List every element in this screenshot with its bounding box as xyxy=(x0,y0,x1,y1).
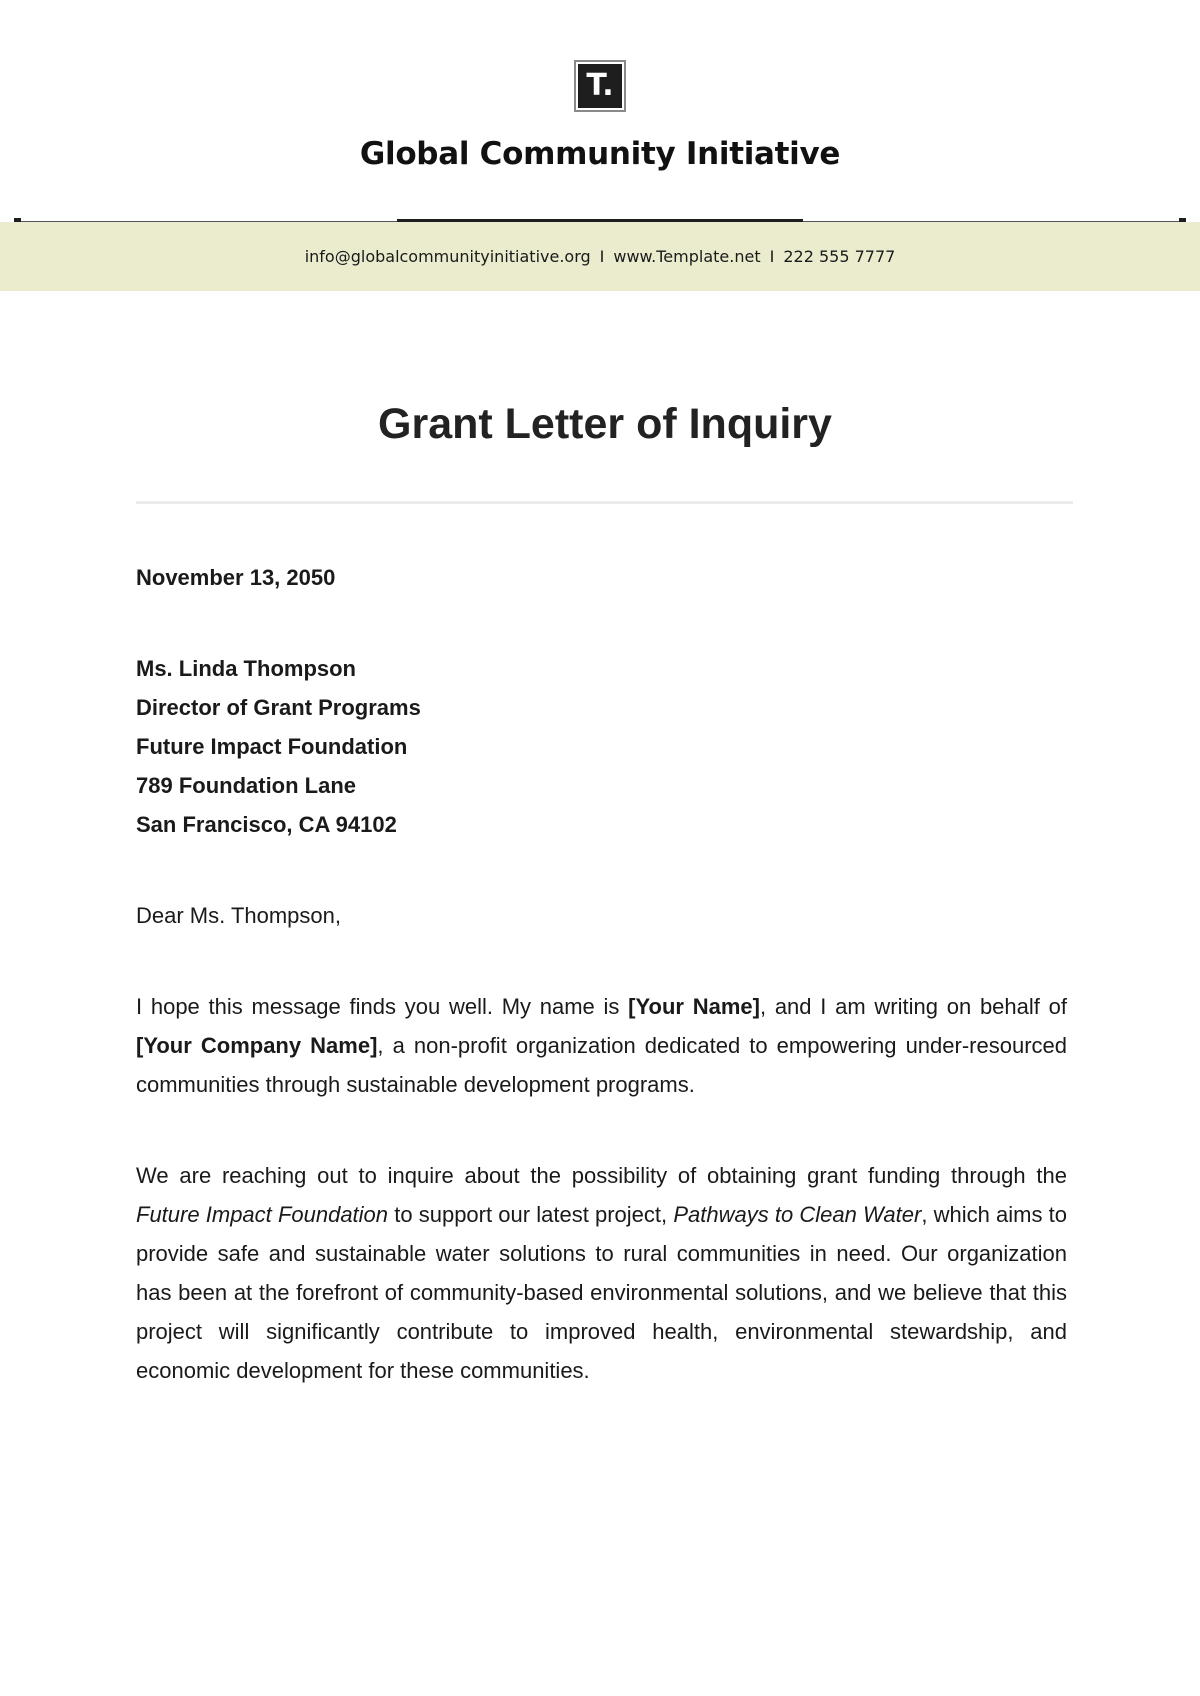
paragraph-text: , and I am writing on behalf of xyxy=(759,994,1067,1019)
letter-body xyxy=(136,558,1067,1390)
contact-separator: I xyxy=(769,247,775,266)
paragraph-inquiry xyxy=(136,1156,1067,1390)
salutation: Dear Ms. Thompson, xyxy=(136,903,342,928)
recipient-organization: Future Impact Foundation xyxy=(136,734,408,759)
paragraph-intro xyxy=(136,987,1067,1104)
contact-separator: I xyxy=(599,247,605,266)
recipient-name: Ms. Linda Thompson xyxy=(136,656,356,681)
recipient-city: San Francisco, CA 94102 xyxy=(136,812,397,837)
logo xyxy=(574,60,626,112)
recipient-street: 789 Foundation Lane xyxy=(136,773,357,798)
title-divider xyxy=(136,501,1073,504)
logo-mark: T. xyxy=(578,64,622,108)
contact-website: www.Template.net xyxy=(613,247,761,266)
placeholder-company-name: [Your Company Name] xyxy=(136,1033,378,1058)
recipient-address xyxy=(136,649,1067,844)
paragraph-text: We are reaching out to inquire about the possibility of obtaining grant funding through the xyxy=(136,1163,1067,1188)
project-name: Pathways to Clean Water xyxy=(673,1202,922,1227)
letterhead xyxy=(0,0,1200,220)
placeholder-your-name: [Your Name] xyxy=(628,994,760,1019)
paragraph-text: I hope this message finds you well. My name is xyxy=(136,994,629,1019)
foundation-name: Future Impact Foundation xyxy=(136,1202,389,1227)
paragraph-text: , a non-profit organization dedicated to empowering under-resourced communities through sustainable development programs. xyxy=(136,1033,1067,1097)
contact-email: info@globalcommunityinitiative.org xyxy=(304,247,591,266)
letter-date: November 13, 2050 xyxy=(136,565,336,590)
organization-name: Global Community Initiative xyxy=(359,136,841,172)
recipient-title: Director of Grant Programs xyxy=(136,695,421,720)
paragraph-text: to support our latest project, xyxy=(388,1202,674,1227)
paragraph-text: , which aims to provide safe and sustainable water solutions to rural communities in need. Our organization has been at the forefront of community-based environmental solutions, and we believe that this project will significantly contribute to improved health, environmental stewardship, and economic development for these communities. xyxy=(136,1202,1067,1383)
contact-phone: 222 555 7777 xyxy=(783,247,896,266)
contact-bar xyxy=(0,222,1200,291)
document-title: Grant Letter of Inquiry xyxy=(378,400,832,448)
